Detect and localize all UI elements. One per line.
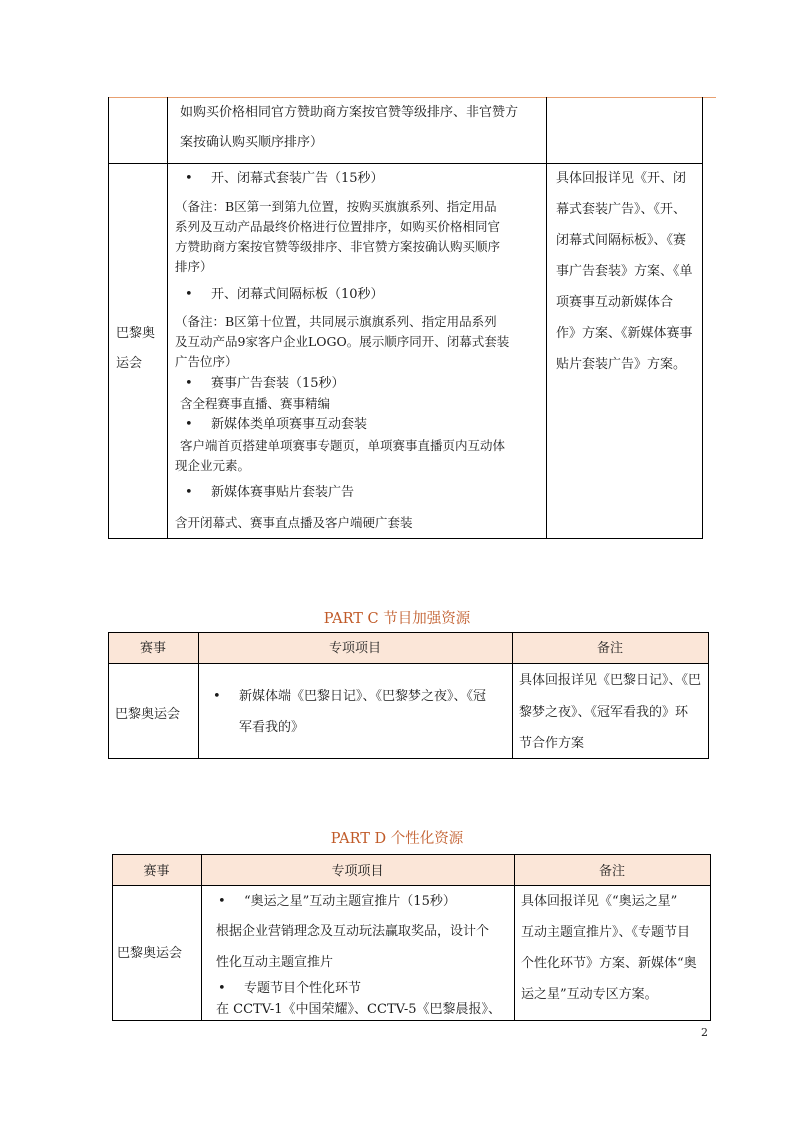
list-item: • 新媒体赛事贴片套装广告 <box>211 482 354 503</box>
list-item: • 新媒体端《巴黎日记》、《巴黎梦之夜》、《冠 <box>239 686 486 707</box>
note-line: 含全程赛事直播、赛事精编 <box>180 396 331 411</box>
remark-line: 作》方案、《新媒体赛事 <box>556 326 693 341</box>
remark-line: 具体回报详见《巴黎日记》、《巴 <box>519 673 702 688</box>
list-item: • “奥运之星”互动主题宣推片（15秒） <box>244 891 456 912</box>
header-project: 专项项目 <box>331 864 384 879</box>
note-line: 性化互动主题宣推片 <box>216 955 334 970</box>
note-line: 排序） <box>175 259 213 274</box>
header-project: 专项项目 <box>328 641 381 656</box>
part-c-title: PART C 节目加强资源 <box>323 611 471 627</box>
remark-line: 节合作方案 <box>519 736 585 751</box>
note-line: 系列及互动产品最终价格进行位置排序，如购买价格相同官 <box>175 219 501 234</box>
note-line: 及互动产品9家客户企业LOGO。展示顺序同开、闭幕式套装 <box>175 334 510 349</box>
remark-line: 贴片套装广告》方案。 <box>556 357 687 372</box>
note-line: 在 CCTV-1《中国荣耀》、CCTV-5《巴黎晨报》、 <box>216 1002 501 1017</box>
remark-line: 具体回报详见《开、闭 <box>556 171 687 186</box>
header-rule <box>108 97 716 98</box>
header-remark: 备注 <box>596 641 623 656</box>
page-number: 2 <box>701 1026 708 1039</box>
part-d-title: PART D 个性化资源 <box>330 831 464 847</box>
remark-line: 运之星”互动专区方案。 <box>521 987 658 1002</box>
remark-line: 具体回报详见《“奥运之星” <box>521 894 678 909</box>
note-line: （备注：B区第一到第九位置，按购买旗旗系列、指定用品 <box>175 199 497 214</box>
remark-line: 黎梦之夜》、《冠军看我的》环 <box>519 705 689 720</box>
remark-line: 项赛事互动新媒体合 <box>556 295 674 310</box>
list-item: • 专题节目个性化环节 <box>244 978 361 999</box>
remark-line: 个性化环节》方案、新媒体“奥 <box>521 956 697 971</box>
header-event: 赛事 <box>143 864 170 879</box>
note-line: 根据企业营销理念及互动玩法赢取奖品，设计个 <box>216 924 490 939</box>
event-name-line-1: 巴黎奥 <box>116 326 156 341</box>
list-item: • 开、闭幕式套装广告（15秒） <box>211 168 384 189</box>
list-item: • 开、闭幕式间隔标板（10秒） <box>211 284 384 305</box>
note-line: 客户端首页搭建单项赛事专题页，单项赛事直播页内互动体 <box>180 438 506 453</box>
remark-line: 闭幕式间隔标板》、《赛 <box>556 233 687 248</box>
event-name: 巴黎奥运会 <box>115 707 181 722</box>
note-line: 方赞助商方案按官赞等级排序、非官赞方案按确认购买顺序 <box>175 239 501 254</box>
list-item: • 新媒体类单项赛事互动套装 <box>211 414 367 435</box>
note-line: 现企业元素。 <box>175 458 251 473</box>
note-line: （备注：B区第十位置，共同展示旗旗系列、指定用品系列 <box>175 314 497 329</box>
remark-line: 互动主题宣推片》、《专题节目 <box>521 925 691 940</box>
event-name: 巴黎奥运会 <box>117 946 183 961</box>
note-line: 含开闭幕式、赛事直点播及客户端硬广套装 <box>175 515 413 530</box>
header-remark: 备注 <box>598 864 625 879</box>
event-name-line-2: 运会 <box>116 356 143 371</box>
remark-line: 事广告套装》方案、《单 <box>556 264 693 279</box>
continuation-line-2: 案按确认购买顺序排序） <box>180 135 324 150</box>
note-line: 广告位序） <box>175 354 238 369</box>
continuation-line-1: 如购买价格相同官方赞助商方案按官赞等级排序、非官赞方 <box>180 105 519 120</box>
list-item: • 赛事广告套装（15秒） <box>211 373 345 394</box>
header-event: 赛事 <box>139 641 166 656</box>
remark-line: 幕式套装广告》、《开、 <box>556 202 687 217</box>
list-item-cont: 军看我的》 <box>239 720 305 735</box>
